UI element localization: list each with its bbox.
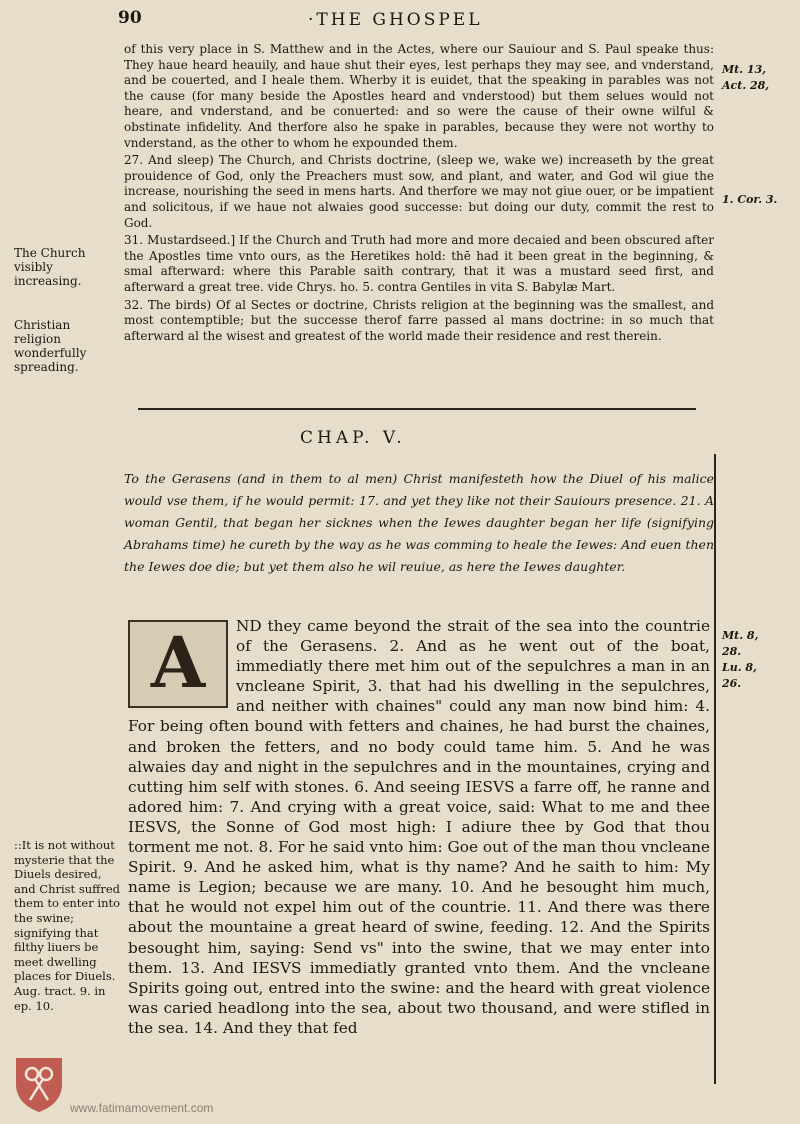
page-header [0, 6, 800, 40]
margin-note-church: The Church visibly increasing. [14, 246, 86, 288]
watermark-url: www.fatimamovement.com [70, 1101, 214, 1115]
commentary-paragraph: 32. The birds) Of al Sectes or doctrine, Christs religion at the beginning was the smallest, and most contemptible; but the successe therof farre passed al mans doctrine: in so much that afterward al the wisest and greatest of the world made their residence and rest therein. [124, 297, 714, 343]
running-title: ·THE GHOSPEL [308, 10, 483, 30]
margin-reference: 1. Cor. 3. [722, 193, 778, 206]
margin-reference: Lu. 8, [722, 661, 757, 674]
margin-note-religion: Christian religion wonderfully spreading. [14, 318, 87, 374]
margin-reference: Mt. 13, [722, 63, 767, 76]
margin-reference: 28. [722, 645, 742, 658]
margin-reference: 26. [722, 677, 742, 690]
commentary-block [124, 42, 714, 346]
drop-cap [128, 620, 228, 708]
margin-reference: Mt. 8, [722, 629, 759, 642]
commentary-paragraph: 27. And sleep) The Church, and Christs doctrine, (sleep we, wake we) increaseth by the great prouidence of God, only the Preachers must sow, and plant, and water, and God wil giue the increase, nourishing the seed in mens harts. And therfore we may not giue ouer, or be impatient and solicitous, if we haue not alwaies good successe: but doing our duty, commit the rest to God. [124, 153, 714, 230]
margin-reference: Act. 28, [722, 79, 770, 92]
chapter-title: CHAP. V. [300, 428, 406, 448]
chapter-text [128, 616, 710, 1038]
chapter-body: ND they came beyond the strait of the sea into the countrie of the Gerasens. 2. And as he went out of the boat, immediatly there met him out of the sepulchres a man in an vncleane Spirit, 3. that had his dwelling in the sepulchres, and neither with chaines" could any man now bind him: 4. For being often bound with fetters and chaines, he had burst the chaines, and broken the fetters, and no body could tame him. 5. And he was alwaies day and night in the sepulchres and in the mountaines, crying and cutting him self with stones. 6. And seeing IESVS a farre off, he ranne and adored him: 7. And crying with a great voice, said: What to me and thee IESVS, the Sonne of God most high: I adiure thee by God that thou torment me not. 8. For he said vnto him: Goe out of the man thou vncleane Spirit. 9. And he asked him, what is thy name? And he saith to him: My name is Legion; because we are many. 10. And he besought him much, that he would not expel him out of the countrie. 11. And there was there about the mountaine a great heard of swine, feeding. 12. And the Spirits besought him, saying: Send vs" into the swine, that we may enter into them. 13. And IESVS immediatly granted vnto them. And the vncleane Spirits going out, entred into the swine: and the heard with great violence was caried headlong into the sea, about two thousand, and were stifled in the sea. 14. And they that fed [128, 617, 710, 1037]
column-rule [714, 454, 716, 1084]
drop-cap-letter: A [150, 621, 206, 704]
commentary-paragraph: 31. Mustardseed.] If the Church and Truth had more and more decaied and been obscured after the Apostles time vnto ours, as the Heretikes hold: thē had it been great in the beginning, & smal afterward: where this Parable saith contrary, that it was a mustard seed first, and afterward a great tree. vide Chrys. ho. 5. contra Gentiles in vita S. Babylæ Mart. [124, 233, 714, 294]
section-divider [138, 408, 696, 410]
margin-note-swine: ::It is not without mysterie that the Diuels desired, and Christ suffred them to enter into the swine; signifying that filthy liuers be meet dwelling places for Diuels. Aug. tract. 9. in ep. 10. [14, 838, 121, 1013]
papal-keys-icon [12, 1054, 66, 1114]
page-number: 90 [118, 8, 142, 28]
commentary-paragraph: of this very place in S. Matthew and in the Actes, where our Sauiour and S. Paul speake thus: They haue heard heauily, and haue shut their eyes, lest perhaps they may see, and vnderstand, and be couerted, and I heale them. Wherby it is euidet, that the speaking in parables was not the cause (for many beside the Apostles heard and vnderstood) but them selues would not heare, and vnderstand, and be conuerted: and so were the cause of their owne wilful & obstinate infidelity. And therfore also he spake in parables, because they were not worthy to vnderstand, as the other to whom he expounded them. [124, 42, 714, 150]
chapter-argument: To the Gerasens (and in them to al men) Christ manifesteth how the Diuel of his malice would vse them, if he would permit: 17. and yet they like not their Sauiours presence. 21. A woman Gentil, that began her sicknes when the Iewes daughter began her life (signifying Abrahams time) he cureth by the way as he was comming to heale the Iewes: And euen then the Iewes doe die; but yet them also he wil reuiue, as here the Iewes daughter. [124, 471, 714, 574]
